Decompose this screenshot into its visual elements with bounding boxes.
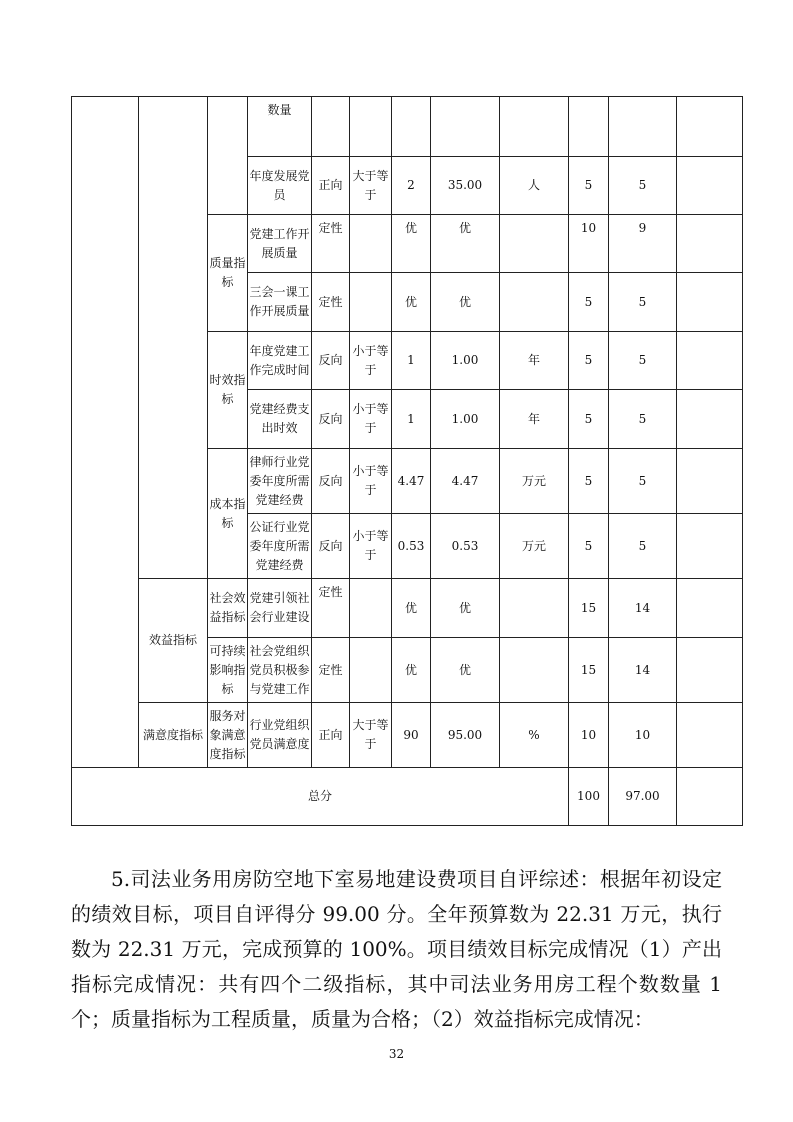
target-value: 0.53	[392, 514, 431, 579]
score: 5	[609, 332, 677, 390]
indicator-name: 党建经费支出时效	[248, 390, 312, 449]
weight: 15	[569, 579, 609, 638]
unit: %	[500, 703, 569, 768]
score: 10	[609, 703, 677, 768]
score: 5	[609, 449, 677, 514]
indicator-name: 律师行业党委年度所需党建经费	[248, 449, 312, 514]
score: 14	[609, 579, 677, 638]
score: 9	[609, 215, 677, 273]
score: 5	[609, 273, 677, 332]
operator	[350, 215, 392, 273]
total-label: 总分	[72, 768, 569, 826]
direction: 定性	[312, 638, 350, 703]
indicator-name: 公证行业党委年度所需党建经费	[248, 514, 312, 579]
remark	[677, 579, 743, 638]
total-row	[72, 768, 743, 826]
weight: 5	[569, 273, 609, 332]
operator	[350, 97, 392, 157]
remark	[677, 514, 743, 579]
remark	[677, 215, 743, 273]
actual-value: 4.47	[431, 449, 500, 514]
operator	[350, 273, 392, 332]
remark	[677, 273, 743, 332]
level1-category: 满意度指标	[139, 703, 208, 768]
target-value: 优	[392, 273, 431, 332]
unit	[500, 638, 569, 703]
unit	[500, 273, 569, 332]
actual-value: 优	[431, 273, 500, 332]
level2-category: 成本指标	[208, 449, 248, 579]
operator: 小于等于	[350, 332, 392, 390]
level2-category: 社会效益指标	[208, 579, 248, 638]
target-value: 2	[392, 157, 431, 215]
operator: 小于等于	[350, 390, 392, 449]
weight: 5	[569, 449, 609, 514]
indicator-name: 党建工作开展质量	[248, 215, 312, 273]
operator: 大于等于	[350, 157, 392, 215]
level2-category: 可持续影响指标	[208, 638, 248, 703]
actual-value	[431, 97, 500, 157]
target-value: 优	[392, 638, 431, 703]
remark	[677, 157, 743, 215]
indicator-name: 年度党建工作完成时间	[248, 332, 312, 390]
performance-table	[71, 96, 743, 826]
unit: 万元	[500, 449, 569, 514]
level2-category: 时效指标	[208, 332, 248, 449]
weight: 10	[569, 215, 609, 273]
level2-category: 服务对象满意度指标	[208, 703, 248, 768]
weight: 5	[569, 332, 609, 390]
level1-category: 效益指标	[139, 579, 208, 703]
weight: 5	[569, 514, 609, 579]
direction: 反向	[312, 390, 350, 449]
remark	[677, 449, 743, 514]
score: 5	[609, 390, 677, 449]
summary-paragraph: 5.司法业务用房防空地下室易地建设费项目自评综述：根据年初设定的绩效目标，项目自评得分 99.00 分。全年预算数为 22.31 万元，执行数为 22.31 万元，完成预算的 100%。项目绩效目标完成情况（1）产出指标完成情况：共有四个二级指标，其中司法业务用房工程个数数量 1 个；质量指标为工程质量，质量为合格；（2）效益指标完成情况：	[71, 867, 722, 1031]
level1-output-cell	[139, 97, 208, 579]
actual-value: 0.53	[431, 514, 500, 579]
remark	[677, 703, 743, 768]
actual-value: 优	[431, 579, 500, 638]
remark	[677, 390, 743, 449]
direction: 定性	[312, 273, 350, 332]
unit	[500, 579, 569, 638]
level2-category: 质量指标	[208, 215, 248, 332]
unit: 年	[500, 332, 569, 390]
actual-value: 1.00	[431, 390, 500, 449]
score: 5	[609, 514, 677, 579]
score: 14	[609, 638, 677, 703]
actual-value: 95.00	[431, 703, 500, 768]
remark	[677, 332, 743, 390]
target-value: 1	[392, 390, 431, 449]
weight: 5	[569, 157, 609, 215]
direction	[312, 97, 350, 157]
unit: 万元	[500, 514, 569, 579]
unit	[500, 97, 569, 157]
unit: 年	[500, 390, 569, 449]
actual-value: 35.00	[431, 157, 500, 215]
score: 5	[609, 157, 677, 215]
table-row	[72, 703, 743, 768]
total-weight: 100	[569, 768, 609, 826]
remark	[677, 97, 743, 157]
direction: 反向	[312, 449, 350, 514]
remark	[677, 768, 743, 826]
weight: 10	[569, 703, 609, 768]
target-value: 优	[392, 579, 431, 638]
page-number: 32	[388, 1047, 405, 1061]
target-value: 1	[392, 332, 431, 390]
score	[609, 97, 677, 157]
direction: 定性	[312, 215, 350, 273]
indicator-name: 社会党组织党员积极参与党建工作	[248, 638, 312, 703]
operator	[350, 638, 392, 703]
indicator-name: 党建引领社会行业建设	[248, 579, 312, 638]
actual-value: 优	[431, 638, 500, 703]
operator	[350, 579, 392, 638]
unit	[500, 215, 569, 273]
indicator-name: 行业党组织党员满意度	[248, 703, 312, 768]
direction: 反向	[312, 514, 350, 579]
weight: 15	[569, 638, 609, 703]
target-value: 4.47	[392, 449, 431, 514]
operator: 小于等于	[350, 514, 392, 579]
level0-cell	[72, 97, 139, 768]
indicator-name: 三会一课工作开展质量	[248, 273, 312, 332]
unit: 人	[500, 157, 569, 215]
actual-value: 优	[431, 215, 500, 273]
target-value: 90	[392, 703, 431, 768]
operator: 大于等于	[350, 703, 392, 768]
direction: 正向	[312, 703, 350, 768]
weight	[569, 97, 609, 157]
remark	[677, 638, 743, 703]
target-value	[392, 97, 431, 157]
table-row	[72, 97, 743, 157]
weight: 5	[569, 390, 609, 449]
table-row	[72, 579, 743, 638]
operator: 小于等于	[350, 449, 392, 514]
actual-value: 1.00	[431, 332, 500, 390]
direction: 正向	[312, 157, 350, 215]
level2-quantity-cell	[208, 97, 248, 215]
direction: 反向	[312, 332, 350, 390]
target-value: 优	[392, 215, 431, 273]
indicator-name: 数量	[248, 97, 312, 157]
direction: 定性	[312, 579, 350, 638]
indicator-name: 年度发展党员	[248, 157, 312, 215]
total-score: 97.00	[609, 768, 677, 826]
